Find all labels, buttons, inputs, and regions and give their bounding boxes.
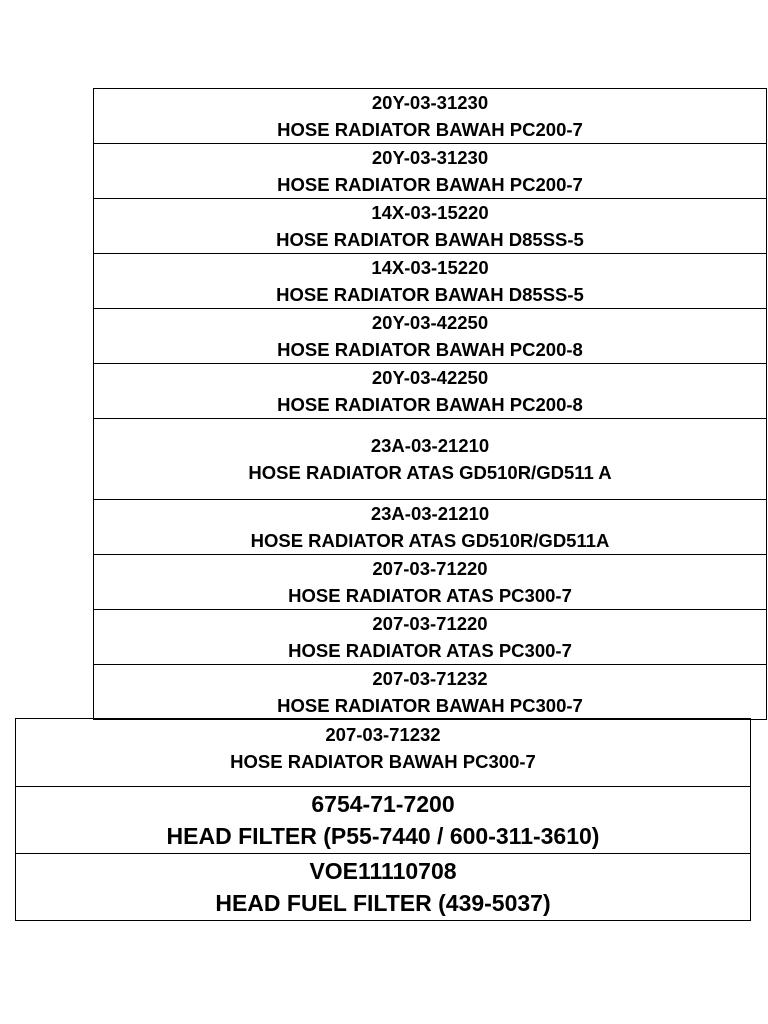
part-description: HEAD FUEL FILTER (439-5037) — [215, 890, 551, 916]
part-code: 20Y-03-42250 — [371, 367, 489, 388]
part-code: 20Y-03-42250 — [371, 312, 489, 333]
part-description: HOSE RADIATOR BAWAH PC300-7 — [277, 695, 583, 716]
part-description: HOSE RADIATOR ATAS PC300-7 — [288, 640, 572, 661]
table-row — [94, 500, 766, 555]
table-row — [94, 254, 766, 309]
part-code: 207-03-71232 — [325, 724, 441, 745]
part-code: 6754-71-7200 — [311, 791, 455, 817]
part-description: HOSE RADIATOR BAWAH D85SS-5 — [276, 229, 584, 250]
table-row — [16, 719, 750, 787]
part-description: HOSE RADIATOR BAWAH PC200-7 — [277, 119, 583, 140]
part-code: 207-03-71232 — [372, 668, 488, 689]
part-code: 20Y-03-31230 — [371, 147, 489, 168]
part-code: 14X-03-15220 — [371, 257, 489, 278]
table-row — [94, 309, 766, 364]
part-code: 207-03-71220 — [372, 613, 488, 634]
part-description: HOSE RADIATOR BAWAH PC200-8 — [277, 394, 583, 415]
part-description: HOSE RADIATOR ATAS PC300-7 — [288, 585, 572, 606]
part-code: 23A-03-21210 — [370, 503, 490, 524]
table-row — [94, 144, 766, 199]
table-row — [94, 199, 766, 254]
part-code: 14X-03-15220 — [371, 202, 489, 223]
part-description: HOSE RADIATOR BAWAH PC200-8 — [277, 339, 583, 360]
part-description: HOSE RADIATOR BAWAH D85SS-5 — [276, 284, 584, 305]
parts-table-top — [93, 88, 767, 720]
table-row — [94, 419, 766, 500]
table-row — [16, 787, 750, 854]
part-code: 207-03-71220 — [372, 558, 488, 579]
part-description: HOSE RADIATOR BAWAH PC200-7 — [277, 174, 583, 195]
part-code: 20Y-03-31230 — [371, 92, 489, 113]
part-description: HOSE RADIATOR BAWAH PC300-7 — [230, 751, 536, 772]
part-code: 23A-03-21210 — [370, 435, 490, 456]
part-description: HOSE RADIATOR ATAS GD510R/GD511A — [250, 530, 610, 551]
parts-table-bottom — [15, 718, 751, 921]
part-description: HEAD FILTER (P55-7440 / 600-311-3610) — [166, 823, 600, 849]
table-row — [16, 854, 750, 921]
table-row — [94, 610, 766, 665]
part-description: HOSE RADIATOR ATAS GD510R/GD511 A — [248, 462, 612, 483]
table-row — [94, 89, 766, 144]
table-row — [94, 665, 766, 720]
part-code: VOE11110708 — [309, 858, 457, 884]
table-row — [94, 364, 766, 419]
table-row — [94, 555, 766, 610]
